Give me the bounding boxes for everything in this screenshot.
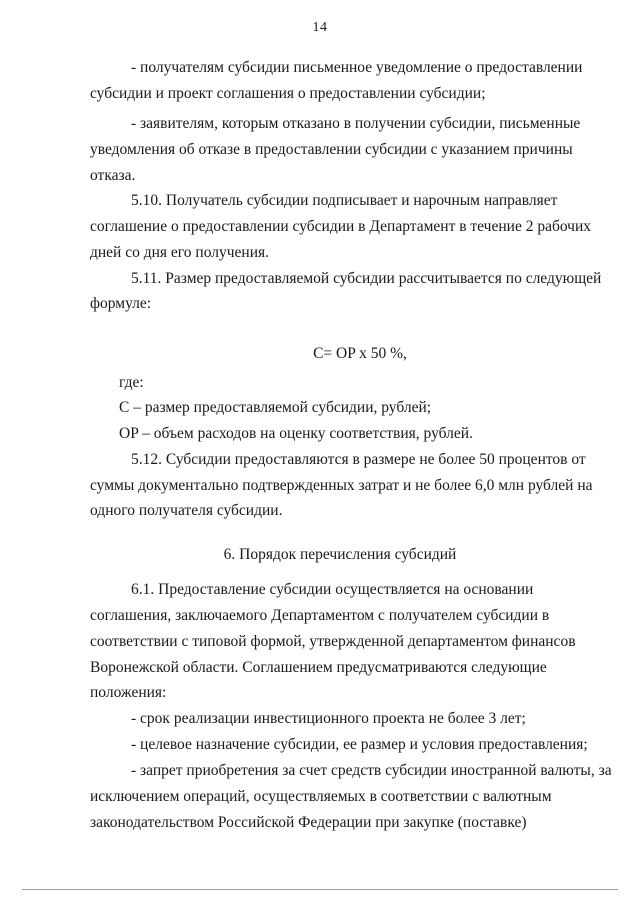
- text-line: соответствии с типовой формой, утвержденной департаментом финансов: [90, 633, 576, 650]
- text-line: формуле:: [90, 295, 152, 312]
- text-line: суммы документально подтвержденных затрат и не более 6,0 млн рублей на: [90, 477, 593, 494]
- text-line: 5.10. Получатель субсидии подписывает и нарочным направляет: [131, 192, 558, 209]
- text-line: - заявителям, которым отказано в получении субсидии, письменные: [131, 115, 581, 132]
- text-line: OP – объем расходов на оценку соответствия, рублей.: [119, 425, 473, 442]
- text-line: где:: [119, 374, 144, 391]
- text-line: исключением операций, осуществляемых в соответствии с валютным: [90, 788, 552, 805]
- text-line: - получателям субсидии письменное уведомление о предоставлении: [131, 59, 583, 76]
- page-bottom-rule: [22, 889, 618, 890]
- text-line: соглашение о предоставлении субсидии в Департамент в течение 2 рабочих: [90, 218, 592, 235]
- text-line: 6.1. Предоставление субсидии осуществляется на основании: [131, 581, 534, 598]
- formula: C= OP x 50 %,: [313, 345, 407, 362]
- text-line: - запрет приобретения за счет средств субсидии иностранной валюты, за: [131, 762, 612, 779]
- text-line: дней со дня его получения.: [90, 244, 269, 261]
- page-number: 14: [312, 20, 328, 35]
- text-line: положения:: [90, 684, 167, 701]
- text-line: законодательством Российской Федерации при закупке (поставке): [90, 814, 527, 831]
- text-line: соглашения, заключаемого Департаментом с получателем субсидии в: [90, 607, 550, 624]
- text-line: 5.11. Размер предоставляемой субсидии рассчитывается по следующей: [131, 270, 602, 287]
- text-line: отказа.: [90, 167, 136, 184]
- text-line: одного получателя субсидии.: [90, 502, 283, 519]
- section-heading: 6. Порядок перечисления субсидий: [223, 546, 457, 563]
- text-line: 5.12. Субсидии предоставляются в размере не более 50 процентов от: [131, 451, 586, 468]
- text-line: C – размер предоставляемой субсидии, рублей;: [119, 399, 432, 416]
- text-line: субсидии и проект соглашения о предоставлении субсидии;: [90, 85, 486, 102]
- text-line: уведомления об отказе в предоставлении субсидии с указанием причины: [90, 141, 573, 158]
- text-line: Воронежской области. Соглашением предусматриваются следующие: [90, 659, 547, 676]
- text-line: - целевое назначение субсидии, ее размер и условия предоставления;: [131, 736, 588, 753]
- text-line: - срок реализации инвестиционного проекта не более 3 лет;: [131, 710, 526, 727]
